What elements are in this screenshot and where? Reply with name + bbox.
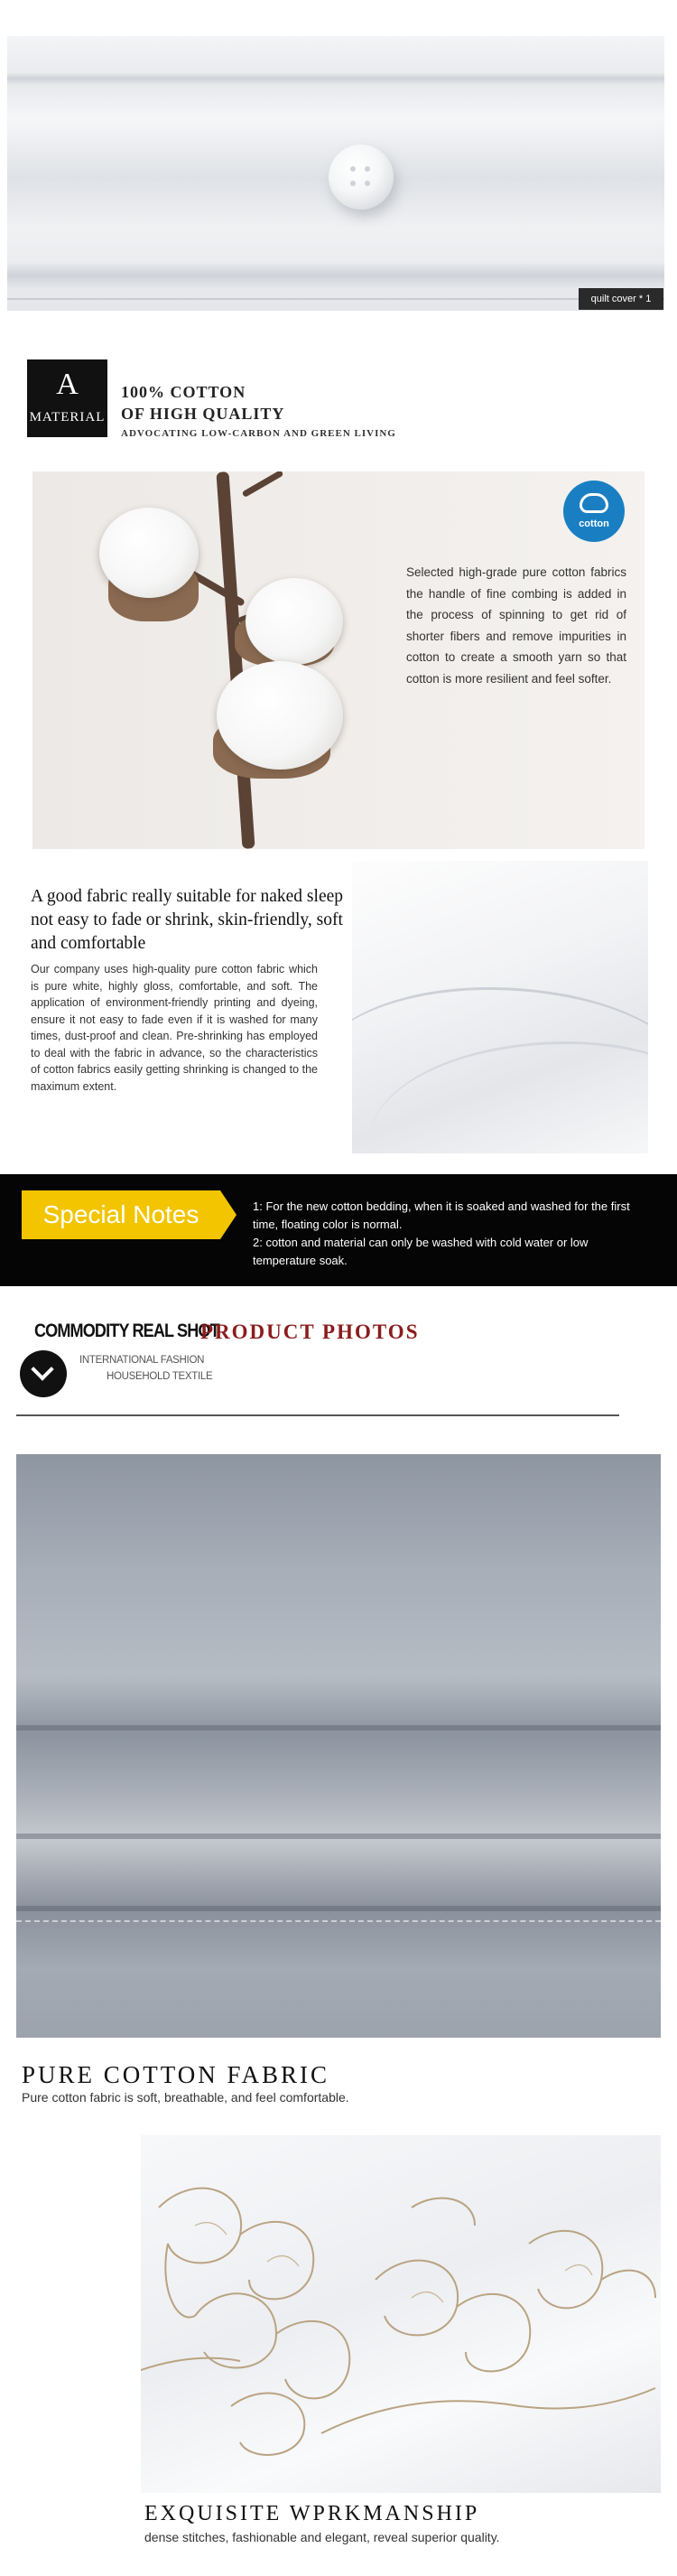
special-note-1: 1: For the new cotton bedding, when it is soaked and washed for the first time, floating color is normal. [253,1199,630,1231]
quilt-button-image [329,145,394,210]
exquisite-workmanship-subtitle: dense stitches, fashionable and elegant, reveal superior quality. [144,2530,500,2544]
cotton-description: Selected high-grade pure cotton fabrics the handle of fine combing is added in the process of spinning to get rid of shorter fibers and remove impurities in cotton to create a smooth yarn so that cotton is more resilient and feel softer. [406,565,626,686]
exquisite-workmanship-title: EXQUISITE WPRKMANSHIP [144,2502,480,2525]
section-divider [16,1414,619,1416]
pure-cotton-subtitle: Pure cotton fabric is soft, breathable, and feel comfortable. [22,2090,349,2105]
fabric-fold-photo [352,861,648,1153]
embroidery-photo [141,2135,661,2493]
product-photos-heading: PRODUCT PHOTOS [200,1321,420,1343]
commodity-real-shot-heading: COMMODITY REAL SHOT [34,1321,219,1341]
fabric-fold [7,72,664,85]
quilt-caption: quilt cover * 1 [579,288,663,310]
material-title-line2: OF HIGH QUALITY [121,405,285,423]
cotton-cloud-icon [580,493,608,513]
special-note-2: 2: cotton and material can only be washed with cold water or low temperature soak. [253,1236,589,1267]
material-title-line1: 100% COTTON [121,383,246,401]
international-fashion-text: INTERNATIONAL FASHION [79,1355,205,1366]
fabric-fold [7,262,664,289]
material-badge-word: MATERIAL [29,410,106,425]
material-subtitle: ADVOCATING LOW-CARBON AND GREEN LIVING [121,428,396,439]
pure-cotton-title: PURE COTTON FABRIC [22,2061,330,2088]
material-badge [27,359,107,437]
fabric-body: Our company uses high-quality pure cotton fabric which is pure white, highly gloss, comfortable, and soft. The application of environment-friendly printing and dyeing, ensure it not easy to fade even if it is washed for many times, dust-proof and clean. Pre-shrinking has employed to deal with the fabric in advance, so the characteristics of cotton fabrics easily getting shrinking is changed to the maximum extent. [31,963,318,1093]
quilt-cover-photo [7,36,664,311]
fabric-title: A good fabric really suitable for naked sleep not easy to fade or shrink, skin-friendly, soft and comfortable [31,887,344,953]
chevron-down-icon [20,1350,67,1397]
household-textile-text: HOUSEHOLD TEXTILE [107,1371,213,1382]
special-notes-arrow-icon [220,1190,236,1239]
grey-fabric-photo [16,1454,661,2038]
embroidery-flower-pattern [141,2135,661,2493]
fabric-seam [7,298,664,300]
special-notes-label: Special Notes [22,1190,220,1239]
cotton-logo-icon [563,481,625,542]
material-badge-letter: A [56,368,79,401]
cotton-logo-text: cotton [579,518,609,529]
